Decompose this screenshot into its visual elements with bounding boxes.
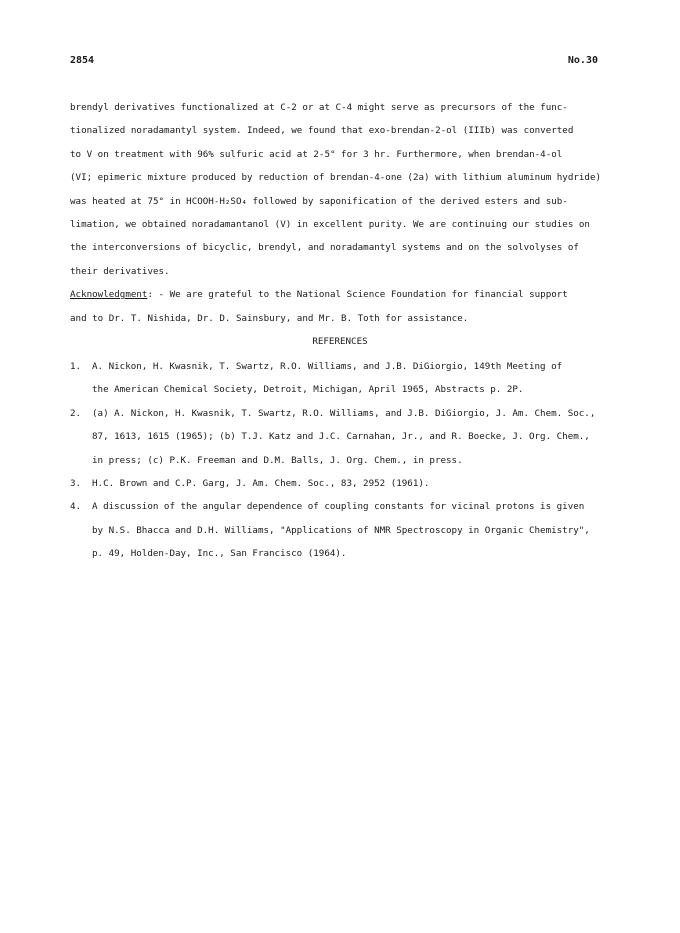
reference-line: A discussion of the angular dependence of coupling constants for vicinal protons is given	[92, 501, 585, 513]
reference-line: (a) A. Nickon, H. Kwasnik, T. Swartz, R.O. Williams, and J.B. DiGiorgio, J. Am. Chem. Soc.,	[92, 407, 596, 419]
body-line: to V on treatment with 96% sulfuric acid at 2-5° for 3 hr. Furthermore, when brendan-4-ol	[70, 148, 563, 160]
reference-number: 1.	[70, 361, 82, 372]
acknowledgment-label: Acknowledgment	[70, 289, 148, 301]
body-text	[70, 96, 615, 330]
reference-number: 2.	[70, 407, 82, 419]
body-line: limation, we obtained noradamantanol (V) in excellent purity. We are continuing our studies on	[70, 219, 590, 231]
acknowledgment-line	[70, 283, 615, 306]
reference-item	[70, 355, 625, 402]
reference-number: 4.	[70, 501, 82, 513]
acknowledgment-text: : - We are grateful to the National Science Foundation for financial support	[147, 289, 568, 301]
reference-line: 87, 1613, 1615 (1965); (b) T.J. Katz and J.C. Carnahan, Jr., and R. Boecke, J. Org. Chem.,	[92, 431, 590, 443]
reference-number: 3.	[70, 478, 82, 490]
reference-line: p. 49, Holden-Day, Inc., San Francisco (1964).	[92, 548, 347, 560]
issue-number: No.30	[567, 55, 598, 66]
body-line: brendyl derivatives functionalized at C-2 or at C-4 might serve as precursors of the func-	[70, 102, 568, 113]
reference-line: the American Chemical Society, Detroit, Michigan, April 1965, Abstracts p. 2P.	[92, 384, 524, 396]
reference-line: by N.S. Bhacca and D.H. Williams, "Applications of NMR Spectroscopy in Organic Chemistry",	[92, 524, 590, 536]
body-line: was heated at 75° in HCOOH-H₂SO₄ followed by saponification of the derived esters and sub-	[70, 195, 568, 207]
reference-line: in press; (c) P.K. Freeman and D.M. Balls, J. Org. Chem., in press.	[92, 454, 463, 466]
body-line: tionalized noradamantyl system. Indeed, we found that exo-brendan-2-ol (IIIb) was converted	[70, 125, 574, 137]
page-number: 2854	[70, 55, 95, 66]
reference-item	[70, 495, 625, 565]
reference-line: H.C. Brown and C.P. Garg, J. Am. Chem. Soc., 83, 2952 (1961).	[92, 478, 430, 490]
body-line: the interconversions of bicyclic, brendyl, and noradamantyl systems and on the solvolyses of	[70, 242, 579, 254]
references-heading: REFERENCES	[312, 336, 368, 347]
references-list	[70, 355, 625, 566]
acknowledgment-line-2: and to Dr. T. Nishida, Dr. D. Sainsbury, and Mr. B. Toth for assistance.	[70, 312, 469, 324]
body-line: their derivatives.	[70, 265, 170, 277]
body-line: (VI; epimeric mixture produced by reduction of brendan-4-one (2a) with lithium aluminum hydride)	[70, 172, 602, 184]
reference-item	[70, 402, 625, 472]
reference-line: A. Nickon, H. Kwasnik, T. Swartz, R.O. Williams, and J.B. DiGiorgio, 149th Meeting of	[92, 361, 563, 372]
reference-item	[70, 472, 625, 495]
